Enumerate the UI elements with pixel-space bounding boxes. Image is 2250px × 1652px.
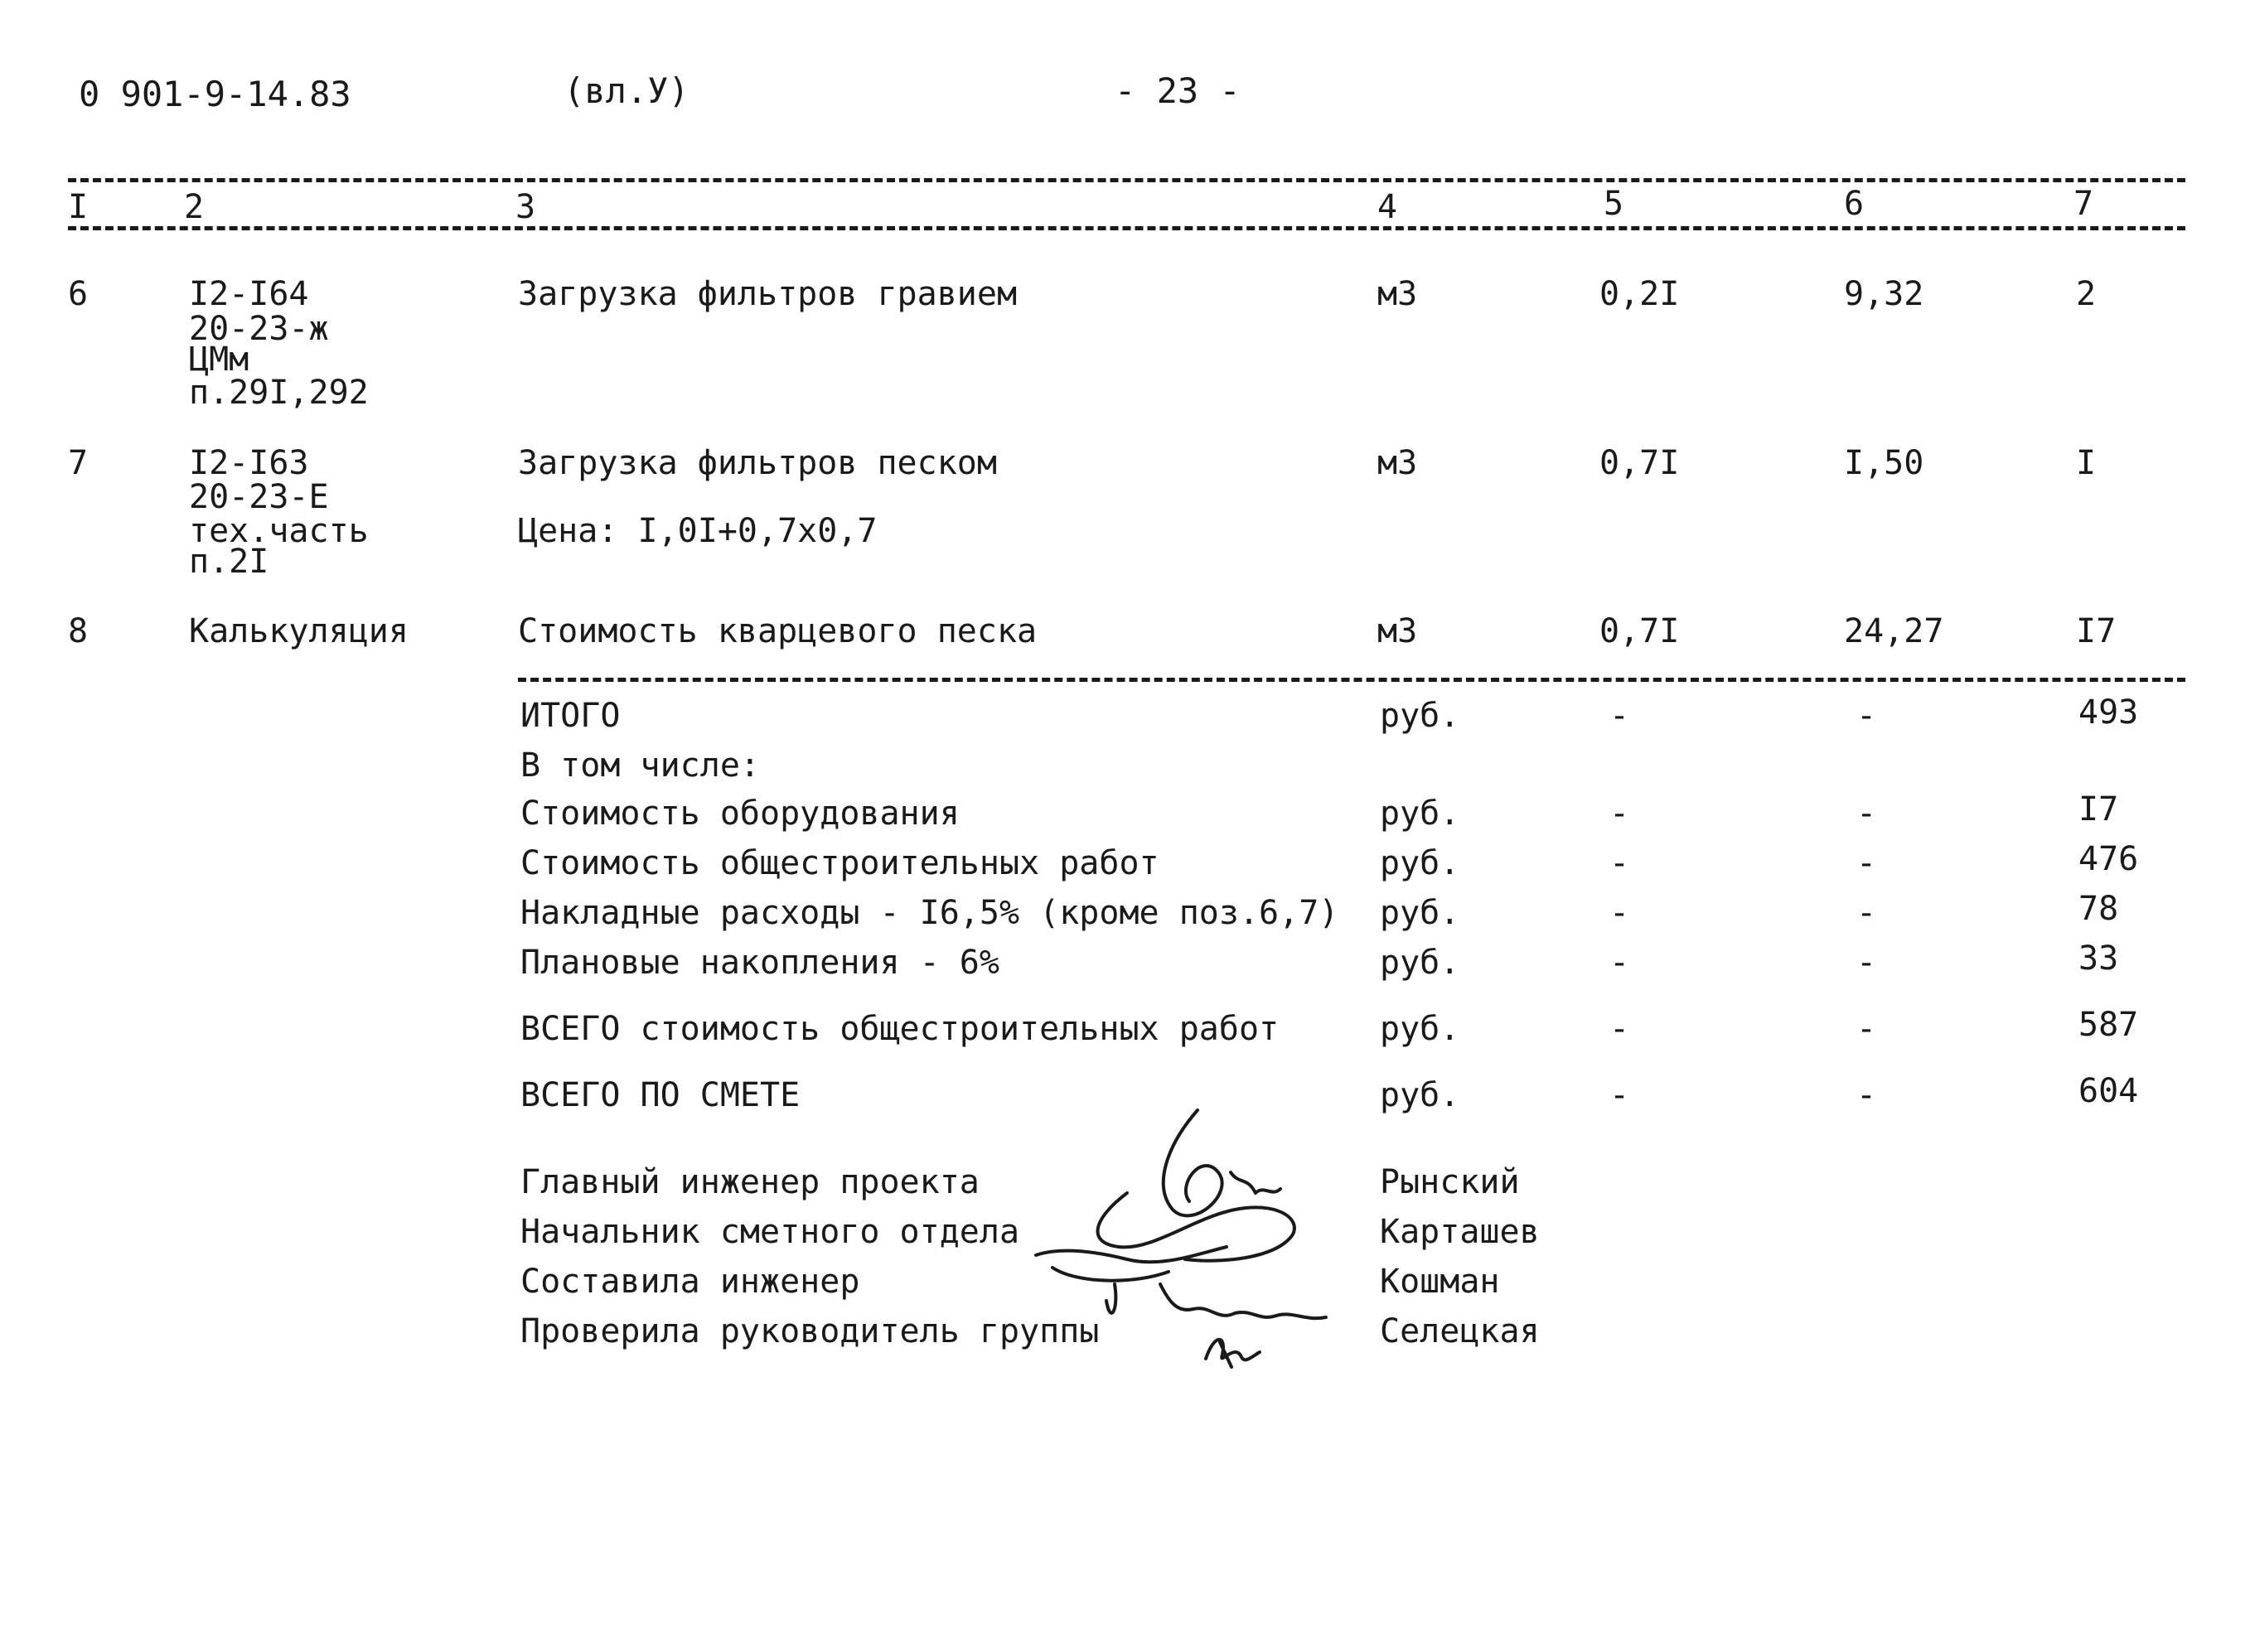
summary-label: ИТОГО [520, 697, 621, 735]
summary-qty: - [1609, 1010, 1630, 1048]
summary-label: Стоимость общестроительных работ [520, 844, 1159, 882]
row-price: 9,32 [1844, 275, 1924, 313]
summary-price: - [1856, 795, 1877, 833]
summary-unit: руб. [1380, 844, 1460, 882]
column-header-7: 7 [2073, 185, 2094, 223]
summary-price: - [1856, 697, 1877, 735]
row-code-line: I2-I64 [189, 275, 309, 313]
signature-name: Рынский [1380, 1163, 1520, 1201]
row-total: I7 [2076, 612, 2117, 650]
row-number: 8 [68, 612, 89, 650]
signature-role: Начальник сметного отдела [520, 1213, 1020, 1251]
summary-rule [518, 678, 2185, 682]
row-description: Загрузка фильтров гравием [518, 275, 1018, 313]
summary-total: 33 [2078, 940, 2119, 978]
column-header-1: I [68, 188, 89, 226]
row-number: 6 [68, 275, 89, 313]
summary-unit: руб. [1380, 944, 1460, 982]
page-number: - 23 - [1115, 70, 1241, 111]
summary-total: I7 [2078, 790, 2119, 828]
signature-name: Кошман [1380, 1263, 1500, 1301]
signature-name: Селецкая [1380, 1312, 1540, 1350]
summary-qty: - [1609, 795, 1630, 833]
signature-name: Карташев [1380, 1213, 1540, 1251]
summary-price: - [1856, 844, 1877, 882]
summary-qty: - [1609, 1076, 1630, 1114]
row-code-line: 20-23-Е [189, 478, 329, 516]
row-description: Цена: I,0I+0,7х0,7 [518, 512, 878, 550]
row-code-line: тех.часть [189, 512, 369, 550]
row-unit: м3 [1377, 275, 1418, 313]
handwritten-signature [1028, 1094, 1392, 1375]
column-header-5: 5 [1604, 185, 1624, 223]
summary-qty: - [1609, 894, 1630, 932]
summary-unit: руб. [1380, 697, 1460, 735]
summary-qty: - [1609, 944, 1630, 982]
row-code-line: п.29I,292 [189, 374, 369, 412]
column-header-4: 4 [1377, 188, 1398, 226]
signature-role: Проверила руководитель группы [520, 1312, 1100, 1350]
row-code-line: I2-I63 [189, 444, 309, 482]
row-price: 24,27 [1844, 612, 1944, 650]
row-code-line: ЦМм [189, 341, 249, 379]
summary-price: - [1856, 944, 1877, 982]
row-quantity: 0,7I [1599, 612, 1680, 650]
document-code: 0 901-9-14.83 [79, 74, 351, 114]
summary-price: - [1856, 1076, 1877, 1114]
row-code-line: 20-23-ж [189, 310, 329, 348]
summary-unit: руб. [1380, 1010, 1460, 1048]
column-header-2: 2 [184, 188, 205, 226]
row-total: I [2076, 444, 2097, 482]
row-total: 2 [2076, 275, 2097, 313]
summary-label: Плановые накопления - 6% [520, 944, 999, 982]
summary-total: 78 [2078, 890, 2119, 928]
summary-qty: - [1609, 697, 1630, 735]
row-description: Стоимость кварцевого песка [518, 612, 1038, 650]
summary-unit: руб. [1380, 1076, 1460, 1114]
row-unit: м3 [1377, 444, 1418, 482]
signature-role: Составила инженер [520, 1263, 860, 1301]
summary-price: - [1856, 1010, 1877, 1048]
header-rule-top [68, 178, 2185, 182]
summary-label: ВСЕГО ПО СМЕТЕ [520, 1076, 801, 1114]
summary-price: - [1856, 894, 1877, 932]
row-number: 7 [68, 444, 89, 482]
summary-label: Накладные расходы - I6,5% (кроме поз.6,7) [520, 894, 1339, 932]
column-header-6: 6 [1844, 185, 1865, 223]
row-unit: м3 [1377, 612, 1418, 650]
summary-total: 493 [2078, 693, 2139, 732]
summary-total: 604 [2078, 1072, 2139, 1110]
row-description: Загрузка фильтров песком [518, 444, 997, 482]
summary-label: В том числе: [520, 746, 760, 785]
signature-role: Главный инженер проекта [520, 1163, 980, 1201]
column-header-3: 3 [515, 188, 536, 226]
row-code-line: п.2I [189, 543, 269, 581]
summary-unit: руб. [1380, 795, 1460, 833]
row-quantity: 0,7I [1599, 444, 1680, 482]
row-price: I,50 [1844, 444, 1924, 482]
summary-unit: руб. [1380, 894, 1460, 932]
summary-total: 476 [2078, 840, 2139, 878]
row-code-line: Калькуляция [189, 612, 409, 650]
sheet-label: (вл.У) [564, 70, 690, 111]
header-rule-bottom [68, 226, 2185, 230]
summary-label: ВСЕГО стоимость общестроительных работ [520, 1010, 1280, 1048]
summary-qty: - [1609, 844, 1630, 882]
row-quantity: 0,2I [1599, 275, 1680, 313]
summary-total: 587 [2078, 1006, 2139, 1044]
summary-label: Стоимость оборудования [520, 795, 960, 833]
